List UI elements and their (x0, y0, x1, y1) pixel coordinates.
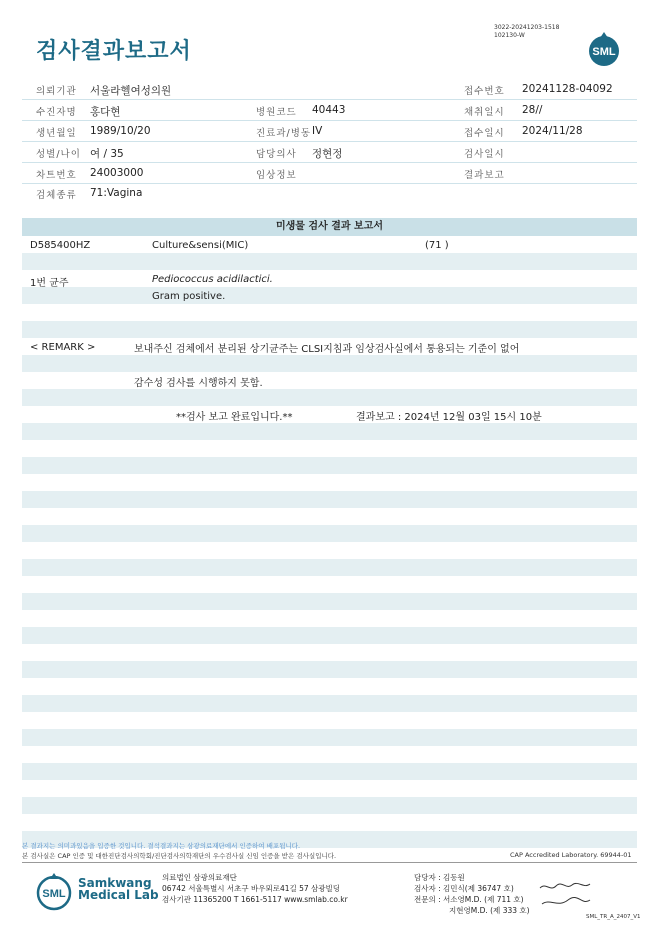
brand-name: Samkwang Medical Lab (78, 876, 159, 902)
stripe (22, 661, 637, 678)
stripe (22, 763, 637, 780)
isolate-label: 1번 균주 (30, 278, 69, 289)
signature-icon (538, 880, 594, 912)
test-code: D585400HZ (30, 240, 91, 251)
report-title: 미생물 검사 결과 보고서 (275, 221, 384, 232)
test-ref: (71 ) (425, 240, 449, 251)
sml-logo-icon (586, 32, 622, 68)
svg-text:SML: SML (42, 888, 66, 900)
remark-line-2: 감수성 검사를 시행하지 못함. (134, 378, 263, 389)
stripe (22, 253, 637, 270)
stripe (22, 287, 637, 304)
stripe (22, 491, 637, 508)
info-row-1: 의뢰기관 서울라헬여성의원 접수번호 20241128-04092 (22, 79, 637, 100)
report-time: 결과보고 : 2024년 12월 03일 15시 10분 (356, 412, 542, 423)
stripe (22, 525, 637, 542)
stripe (22, 389, 637, 406)
cap-accreditation: CAP Accredited Laboratory. 69944-01 (510, 851, 632, 859)
footer-notice-1: 본 결과지는 의미과있음을 입증한 것입니다. 결석결과지는 삼광의료재단에서 인증하여 배포됩니다. (22, 842, 301, 850)
report-complete: **검사 보고 완료입니다.** (176, 412, 293, 423)
footer-notice-2: 본 검사실은 CAP 인증 및 대한진단검사의학회/진단검사의학재단의 우수검사실 신임 인증을 받은 검사실입니다. (22, 852, 337, 860)
stripe (22, 457, 637, 474)
test-name: Culture&sensi(MIC) (152, 240, 249, 251)
remark-line-1: 보내주신 검체에서 분리된 상기균주는 CLSI지침과 임상검사실에서 통용되는 기준이 없어 (134, 344, 520, 355)
info-row-5: 차트번호 24003000 임상정보 결과보고 (22, 163, 637, 184)
stripe (22, 559, 637, 576)
form-code: SML_TR_A_2407_V1 (586, 914, 641, 920)
samkwang-logo-icon (34, 872, 74, 912)
stripe (22, 627, 637, 644)
info-row-4: 성별/나이 여 / 35 담당의사 정현정 검사일시 (22, 142, 637, 163)
document-code: 3022-20241203-1518 102130-W (494, 24, 560, 39)
stripe (22, 355, 637, 372)
stripe (22, 593, 637, 610)
stripe (22, 797, 637, 814)
svg-text:SML: SML (592, 46, 616, 58)
info-row-3: 생년월일 1989/10/20 진료과/병동 IV 접수일시 2024/11/28 (22, 121, 637, 142)
org-info: 의료법인 삼광의료재단 06742 서울특별시 서초구 바우뫼로41길 57 삼광빌딩 검사기관 11365200 T 1661-5117 www.smlab.co.kr (162, 873, 348, 904)
stripe (22, 729, 637, 746)
stripe (22, 695, 637, 712)
remark-label: < REMARK > (30, 342, 96, 353)
staff-info: 담당자 : 김동원 검사자 : 김민식(제 36747 호) 전문의 : 서소영M.D. (제 711 호) 지현영M.D. (제 333 호) (414, 873, 530, 915)
page-title: 검사결과보고서 (36, 39, 192, 64)
organism-name: Pediococcus acidilactici. (152, 274, 273, 285)
info-row-2: 수진자명 홍다현 병원코드 40443 채취일시 28// (22, 100, 637, 121)
stripe (22, 423, 637, 440)
info-row-6: 검체종류 71:Vagina (36, 187, 143, 201)
stripe (22, 321, 637, 338)
gram-stain: Gram positive. (152, 291, 226, 302)
footer-divider (22, 862, 637, 863)
